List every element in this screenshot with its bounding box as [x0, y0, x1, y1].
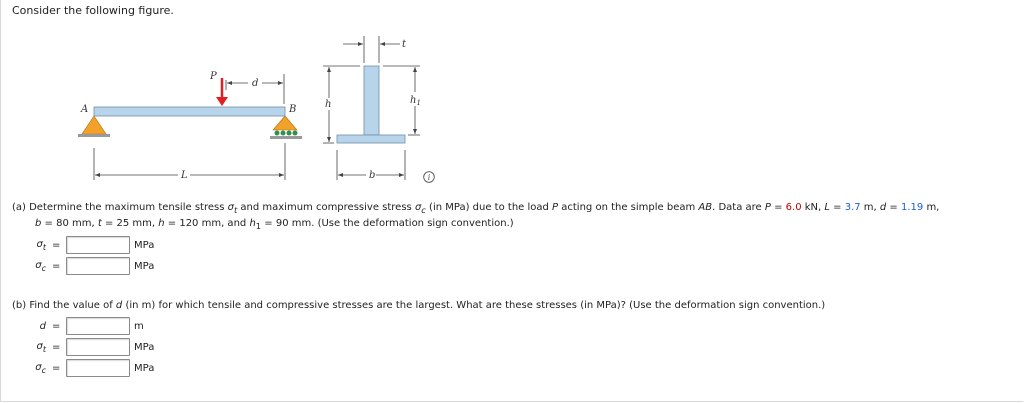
label-b-support: B: [289, 104, 297, 115]
label-b-width: b: [369, 170, 376, 181]
p-value: 6.0: [785, 202, 802, 213]
label-p: P: [210, 71, 217, 82]
unit-label: MPa: [134, 362, 155, 374]
rollers: [275, 131, 298, 136]
unit-label: MPa: [134, 260, 155, 272]
d-value: 1.19: [901, 202, 924, 213]
info-icon[interactable]: [423, 171, 435, 183]
part-a-data-line: b = 80 mm, t = 25 mm, h = 120 mm, and $h_1 = 90$ mm. (Use the deformation sign convention.): [35, 218, 514, 231]
beam-figure: [0, 0, 460, 190]
t-section-web: [364, 66, 379, 135]
unit-label: MPa: [134, 341, 155, 353]
intro-text: Consider the following figure.: [12, 4, 174, 17]
label-h: h: [325, 99, 332, 110]
answer-row-sigma-c-a: $\sigma_c$ = MPa: [12, 258, 154, 274]
answer-row-sigma-t-a: $\sigma_t$ = MPa: [12, 237, 154, 253]
sigma-t-input-a[interactable]: [66, 236, 130, 254]
beam: [94, 107, 285, 116]
answer-row-d-b: d = m: [12, 318, 144, 334]
label-h1: $h_1$: [410, 95, 421, 107]
part-b-question: (b) Find the value of d (in m) for which tensile and compressive stresses are the largest. What are these stresses (in MPa)? (Use the deformation sign convention.): [12, 300, 826, 311]
load-arrow-head: [216, 97, 228, 106]
l-value: 3.7: [844, 202, 861, 213]
ground-a: [78, 134, 110, 137]
answer-row-sigma-c-b: $\sigma_c$ = MPa: [12, 360, 154, 376]
svg-text:i: i: [427, 173, 431, 182]
ground-b: [270, 136, 302, 139]
t-section-flange: [337, 135, 405, 143]
label-t: t: [402, 39, 407, 50]
sigma-t-input-b[interactable]: [66, 338, 130, 356]
sigma-c-input-a[interactable]: [66, 257, 130, 275]
unit-label: m: [134, 320, 144, 332]
label-l: L: [181, 170, 188, 181]
part-a-question: (a) Determine the maximum tensile stress $\sigma_t$ and maximum compressive stress $\sigma_c$ (in MPa) due to the load P acting on the simple beam AB. Data are P = 6.0 kN, L = 3.7 m, d = 1.19 m,: [12, 202, 940, 215]
label-d: d: [252, 78, 259, 89]
answer-row-sigma-t-b: $\sigma_t$ = MPa: [12, 339, 154, 355]
label-a: A: [81, 104, 89, 115]
d-input-b[interactable]: [66, 317, 130, 335]
unit-label: MPa: [134, 239, 155, 251]
pin-support-a: [82, 116, 106, 134]
roller-support-b: [273, 116, 297, 130]
sigma-c-input-b[interactable]: [66, 359, 130, 377]
label-h1-sub: 1: [416, 99, 421, 107]
